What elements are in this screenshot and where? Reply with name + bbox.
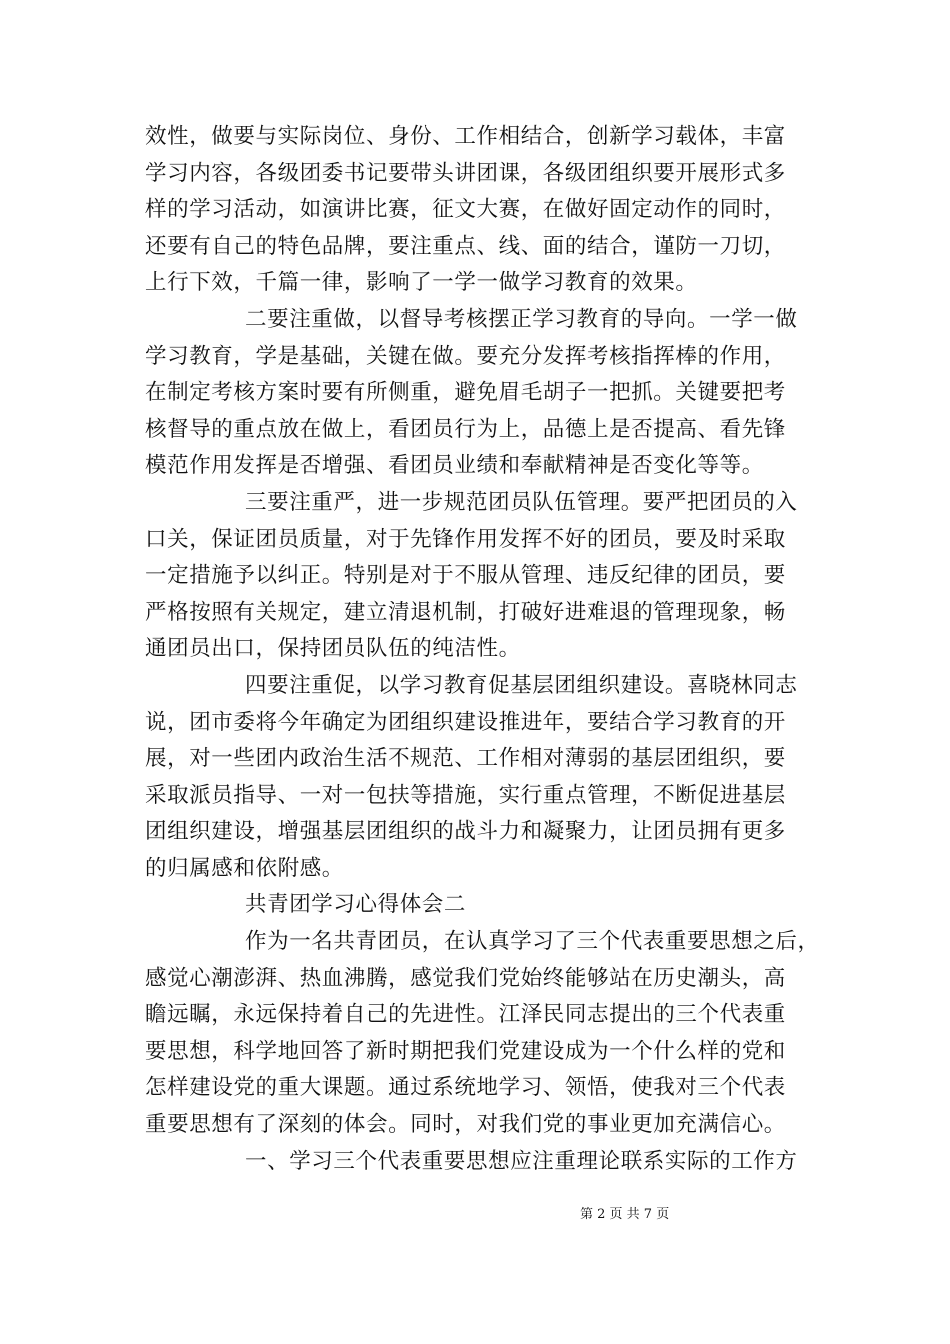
page-number-footer: 第 2 页 共 7 页 bbox=[580, 1207, 670, 1222]
text-line: 还要有自己的特色品牌，要注重点、线、面的结合，谨防一刀切， bbox=[145, 233, 786, 259]
paragraph-start-line: 一、学习三个代表重要思想应注重理论联系实际的工作方 bbox=[245, 1148, 798, 1174]
text-line: 采取派员指导、一对一包扶等措施，实行重点管理，不断促进基层 bbox=[145, 782, 786, 808]
text-line: 要思想，科学地回答了新时期把我们党建设成为一个什么样的党和 bbox=[145, 1038, 786, 1064]
text-line: 学习内容，各级团委书记要带头讲团课，各级团组织要开展形式多 bbox=[145, 160, 786, 186]
text-line: 团组织建设，增强基层团组织的战斗力和凝聚力，让团员拥有更多 bbox=[145, 819, 786, 845]
section-heading: 共青团学习心得体会二 bbox=[245, 892, 467, 918]
text-line: 模范作用发挥是否增强、看团员业绩和奉献精神是否变化等等。 bbox=[145, 453, 764, 479]
text-line: 一定措施予以纠正。特别是对于不服从管理、违反纪律的团员，要 bbox=[145, 563, 786, 589]
text-line: 的归属感和依附感。 bbox=[145, 855, 344, 881]
paragraph-start-line: 作为一名共青团员，在认真学习了三个代表重要思想之后， bbox=[245, 929, 820, 955]
text-line: 效性，做要与实际岗位、身份、工作相结合，创新学习载体，丰富 bbox=[145, 124, 786, 149]
text-line: 怎样建设党的重大课题。通过系统地学习、领悟，使我对三个代表 bbox=[145, 1075, 786, 1101]
text-line: 样的学习活动，如演讲比赛，征文大赛，在做好固定动作的同时， bbox=[145, 197, 786, 223]
text-line: 瞻远瞩，永远保持着自己的先进性。江泽民同志提出的三个代表重 bbox=[145, 1002, 786, 1028]
paragraph-start-line: 三要注重严，进一步规范团员队伍管理。要严把团员的入 bbox=[245, 489, 798, 515]
paragraph-start-line: 四要注重促，以学习教育促基层团组织建设。喜晓林同志 bbox=[245, 672, 798, 698]
text-line: 展，对一些团内政治生活不规范、工作相对薄弱的基层团组织，要 bbox=[145, 746, 786, 772]
text-line: 严格按照有关规定，建立清退机制，打破好进难退的管理现象，畅 bbox=[145, 599, 786, 625]
text-line: 说，团市委将今年确定为团组织建设推进年，要结合学习教育的开 bbox=[145, 709, 786, 735]
text-line: 学习教育，学是基础，关键在做。要充分发挥考核指挥棒的作用， bbox=[145, 343, 786, 369]
text-line: 通团员出口，保持团员队伍的纯洁性。 bbox=[145, 636, 521, 662]
text-line: 上行下效，千篇一律，影响了一学一做学习教育的效果。 bbox=[145, 270, 698, 296]
text-line: 在制定考核方案时要有所侧重，避免眉毛胡子一把抓。关键要把考 bbox=[145, 380, 786, 406]
document-body bbox=[145, 119, 820, 1180]
paragraph-start-line: 二要注重做，以督导考核摆正学习教育的导向。一学一做 bbox=[245, 306, 798, 332]
text-line: 核督导的重点放在做上，看团员行为上，品德上是否提高、看先锋 bbox=[145, 416, 786, 442]
text-line: 重要思想有了深刻的体会。同时，对我们党的事业更加充满信心。 bbox=[145, 1112, 786, 1138]
text-line: 感觉心潮澎湃、热血沸腾，感觉我们党始终能够站在历史潮头，高 bbox=[145, 965, 786, 991]
text-line: 口关，保证团员质量，对于先锋作用发挥不好的团员，要及时采取 bbox=[145, 526, 786, 552]
